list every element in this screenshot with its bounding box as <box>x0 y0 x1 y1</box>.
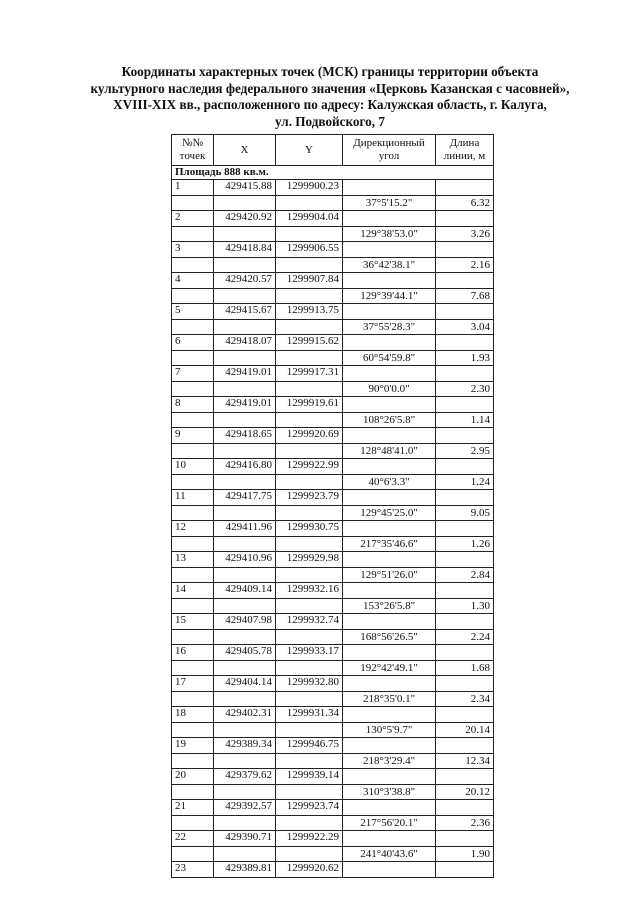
table-row-segment <box>172 722 494 738</box>
empty-cell <box>276 443 343 459</box>
point-number: 20 <box>172 769 214 785</box>
empty-cell <box>214 319 276 335</box>
segment-angle: 217°35'46.6" <box>343 536 436 552</box>
segment-angle: 90°0'0.0" <box>343 381 436 397</box>
empty-cell <box>172 722 214 738</box>
point-x: 429405.78 <box>214 645 276 661</box>
table-row-point <box>172 242 494 258</box>
point-number: 22 <box>172 831 214 847</box>
table-row-segment <box>172 412 494 428</box>
table-row-segment <box>172 660 494 676</box>
empty-cell <box>172 257 214 273</box>
segment-length: 7.68 <box>436 288 494 304</box>
segment-angle: 153°26'5.8" <box>343 598 436 614</box>
empty-cell <box>343 273 436 289</box>
empty-cell <box>276 784 343 800</box>
empty-cell <box>436 428 494 444</box>
segment-length: 9.05 <box>436 505 494 521</box>
point-y: 1299932.80 <box>276 676 343 692</box>
area-row <box>172 166 494 180</box>
segment-length: 1.24 <box>436 474 494 490</box>
empty-cell <box>343 366 436 382</box>
point-x: 429419.01 <box>214 366 276 382</box>
empty-cell <box>276 226 343 242</box>
empty-cell <box>436 645 494 661</box>
point-number: 1 <box>172 180 214 196</box>
header-point-number-line-2: точек <box>179 150 206 162</box>
segment-angle: 168°56'26.5" <box>343 629 436 645</box>
empty-cell <box>343 335 436 351</box>
point-number: 9 <box>172 428 214 444</box>
header-length <box>436 135 494 166</box>
empty-cell <box>214 443 276 459</box>
empty-cell <box>214 505 276 521</box>
point-y: 1299923.79 <box>276 490 343 506</box>
table-row-point <box>172 800 494 816</box>
empty-cell <box>343 862 436 878</box>
point-y: 1299933.17 <box>276 645 343 661</box>
empty-cell <box>436 211 494 227</box>
empty-cell <box>214 350 276 366</box>
empty-cell <box>276 350 343 366</box>
header-angle-line-2: угол <box>378 150 400 162</box>
empty-cell <box>276 381 343 397</box>
empty-cell <box>276 722 343 738</box>
empty-cell <box>172 753 214 769</box>
empty-cell <box>214 474 276 490</box>
empty-cell <box>214 660 276 676</box>
point-number: 19 <box>172 738 214 754</box>
empty-cell <box>214 412 276 428</box>
segment-length: 2.36 <box>436 815 494 831</box>
point-x: 429390.71 <box>214 831 276 847</box>
point-number: 13 <box>172 552 214 568</box>
segment-angle: 129°38'53.0" <box>343 226 436 242</box>
point-number: 23 <box>172 862 214 878</box>
point-x: 429419.01 <box>214 397 276 413</box>
title-line-2: культурного наследия федерального значения «Церковь Казанская с часовней», <box>90 80 570 96</box>
table-row-point <box>172 645 494 661</box>
point-x: 429410.96 <box>214 552 276 568</box>
empty-cell <box>343 738 436 754</box>
table-row-segment <box>172 257 494 273</box>
segment-angle: 310°3'38.8" <box>343 784 436 800</box>
empty-cell <box>436 738 494 754</box>
segment-length: 3.26 <box>436 226 494 242</box>
point-x: 429417.75 <box>214 490 276 506</box>
title-line-3: XVIII-XIX вв., расположенного по адресу: Калужская область, г. Калуга, <box>113 97 547 112</box>
area-label: Площадь 888 кв.м. <box>172 166 494 180</box>
table-row-segment <box>172 381 494 397</box>
empty-cell <box>172 660 214 676</box>
segment-length: 1.14 <box>436 412 494 428</box>
empty-cell <box>172 412 214 428</box>
segment-length: 3.04 <box>436 319 494 335</box>
empty-cell <box>276 598 343 614</box>
point-y: 1299906.55 <box>276 242 343 258</box>
segment-angle: 128°48'41.0" <box>343 443 436 459</box>
empty-cell <box>214 784 276 800</box>
empty-cell <box>214 629 276 645</box>
empty-cell <box>343 490 436 506</box>
point-number: 3 <box>172 242 214 258</box>
point-number: 6 <box>172 335 214 351</box>
segment-length: 20.12 <box>436 784 494 800</box>
table-row-point <box>172 521 494 537</box>
table-row-point <box>172 366 494 382</box>
empty-cell <box>172 195 214 211</box>
empty-cell <box>172 815 214 831</box>
segment-angle: 108°26'5.8" <box>343 412 436 428</box>
segment-length: 1.68 <box>436 660 494 676</box>
empty-cell <box>172 443 214 459</box>
point-x: 429415.88 <box>214 180 276 196</box>
empty-cell <box>276 195 343 211</box>
header-x: X <box>214 135 276 166</box>
empty-cell <box>343 614 436 630</box>
point-y: 1299920.62 <box>276 862 343 878</box>
point-x: 429402.31 <box>214 707 276 723</box>
empty-cell <box>172 350 214 366</box>
table-row-point <box>172 614 494 630</box>
segment-length: 12.34 <box>436 753 494 769</box>
table-row-segment <box>172 536 494 552</box>
table-row-point <box>172 552 494 568</box>
empty-cell <box>276 753 343 769</box>
point-x: 429418.65 <box>214 428 276 444</box>
table-row-segment <box>172 443 494 459</box>
empty-cell <box>276 691 343 707</box>
table-row-point <box>172 862 494 878</box>
empty-cell <box>214 195 276 211</box>
point-number: 2 <box>172 211 214 227</box>
point-number: 5 <box>172 304 214 320</box>
point-number: 18 <box>172 707 214 723</box>
table-row-segment <box>172 598 494 614</box>
point-y: 1299907.84 <box>276 273 343 289</box>
table-row-point <box>172 583 494 599</box>
point-y: 1299931.34 <box>276 707 343 723</box>
empty-cell <box>436 862 494 878</box>
point-x: 429389.81 <box>214 862 276 878</box>
table-row-point <box>172 707 494 723</box>
point-x: 429389.34 <box>214 738 276 754</box>
empty-cell <box>172 505 214 521</box>
segment-angle: 129°51'26.0" <box>343 567 436 583</box>
table-row-segment <box>172 567 494 583</box>
table-row-segment <box>172 629 494 645</box>
segment-angle: 217°56'20.1" <box>343 815 436 831</box>
table-row-point <box>172 676 494 692</box>
table-row-point <box>172 738 494 754</box>
point-x: 429404.14 <box>214 676 276 692</box>
point-x: 429420.92 <box>214 211 276 227</box>
segment-angle: 192°42'49.1" <box>343 660 436 676</box>
table-row-point <box>172 769 494 785</box>
empty-cell <box>343 831 436 847</box>
empty-cell <box>436 459 494 475</box>
empty-cell <box>343 397 436 413</box>
point-y: 1299939.14 <box>276 769 343 785</box>
segment-angle: 40°6'3.3" <box>343 474 436 490</box>
empty-cell <box>276 319 343 335</box>
header-y: Y <box>276 135 343 166</box>
empty-cell <box>343 707 436 723</box>
empty-cell <box>172 691 214 707</box>
empty-cell <box>436 242 494 258</box>
empty-cell <box>436 552 494 568</box>
empty-cell <box>436 521 494 537</box>
empty-cell <box>276 288 343 304</box>
point-y: 1299923.74 <box>276 800 343 816</box>
empty-cell <box>343 583 436 599</box>
empty-cell <box>172 784 214 800</box>
point-y: 1299919.61 <box>276 397 343 413</box>
segment-length: 2.16 <box>436 257 494 273</box>
point-y: 1299913.75 <box>276 304 343 320</box>
segment-length: 1.90 <box>436 846 494 862</box>
empty-cell <box>436 273 494 289</box>
point-number: 8 <box>172 397 214 413</box>
segment-angle: 37°5'15.2" <box>343 195 436 211</box>
empty-cell <box>436 583 494 599</box>
empty-cell <box>276 567 343 583</box>
point-y: 1299915.62 <box>276 335 343 351</box>
point-y: 1299917.31 <box>276 366 343 382</box>
title-line-4: ул. Подвойского, 7 <box>275 113 385 129</box>
empty-cell <box>343 428 436 444</box>
header-angle <box>343 135 436 166</box>
empty-cell <box>172 288 214 304</box>
empty-cell <box>276 846 343 862</box>
table-row-segment <box>172 474 494 490</box>
empty-cell <box>214 288 276 304</box>
empty-cell <box>343 676 436 692</box>
empty-cell <box>214 226 276 242</box>
table-row-segment <box>172 784 494 800</box>
point-x: 429416.80 <box>214 459 276 475</box>
point-x: 429411.96 <box>214 521 276 537</box>
empty-cell <box>214 753 276 769</box>
empty-cell <box>436 800 494 816</box>
segment-length: 6.32 <box>436 195 494 211</box>
point-number: 10 <box>172 459 214 475</box>
table-row-segment <box>172 226 494 242</box>
segment-angle: 218°35'0.1" <box>343 691 436 707</box>
table-row-segment <box>172 846 494 862</box>
coordinates-table <box>171 134 494 878</box>
point-x: 429418.07 <box>214 335 276 351</box>
empty-cell <box>436 769 494 785</box>
empty-cell <box>276 474 343 490</box>
title-line-1: Координаты характерных точек (МСК) границы территории объекта <box>121 64 539 79</box>
empty-cell <box>214 536 276 552</box>
empty-cell <box>343 459 436 475</box>
point-y: 1299929.98 <box>276 552 343 568</box>
empty-cell <box>276 536 343 552</box>
segment-angle: 129°45'25.0" <box>343 505 436 521</box>
empty-cell <box>436 707 494 723</box>
segment-length: 20.14 <box>436 722 494 738</box>
empty-cell <box>172 226 214 242</box>
segment-length: 2.24 <box>436 629 494 645</box>
segment-length: 1.93 <box>436 350 494 366</box>
empty-cell <box>343 304 436 320</box>
empty-cell <box>436 366 494 382</box>
segment-angle: 241°40'43.6" <box>343 846 436 862</box>
segment-angle: 36°42'38.1" <box>343 257 436 273</box>
table-row-segment <box>172 350 494 366</box>
empty-cell <box>214 257 276 273</box>
table-row-point <box>172 304 494 320</box>
segment-angle: 130°5'9.7" <box>343 722 436 738</box>
empty-cell <box>343 242 436 258</box>
empty-cell <box>214 567 276 583</box>
empty-cell <box>276 815 343 831</box>
empty-cell <box>436 335 494 351</box>
table-row-segment <box>172 195 494 211</box>
point-y: 1299946.75 <box>276 738 343 754</box>
empty-cell <box>343 800 436 816</box>
empty-cell <box>172 474 214 490</box>
table-row-point <box>172 273 494 289</box>
empty-cell <box>436 614 494 630</box>
point-number: 12 <box>172 521 214 537</box>
empty-cell <box>343 521 436 537</box>
empty-cell <box>172 536 214 552</box>
point-x: 429392.57 <box>214 800 276 816</box>
empty-cell <box>172 629 214 645</box>
empty-cell <box>214 815 276 831</box>
header-angle-line-1: Дирекционный <box>353 137 425 149</box>
point-x: 429420.57 <box>214 273 276 289</box>
empty-cell <box>436 304 494 320</box>
table-row-point <box>172 459 494 475</box>
point-number: 15 <box>172 614 214 630</box>
header-length-line-1: Длина <box>449 137 480 149</box>
empty-cell <box>214 381 276 397</box>
point-y: 1299932.16 <box>276 583 343 599</box>
header-point-number-line-1: №№ <box>182 137 203 149</box>
point-y: 1299920.69 <box>276 428 343 444</box>
point-number: 14 <box>172 583 214 599</box>
point-x: 429409.14 <box>214 583 276 599</box>
empty-cell <box>343 769 436 785</box>
segment-angle: 37°55'28.3" <box>343 319 436 335</box>
empty-cell <box>172 846 214 862</box>
table-row-segment <box>172 319 494 335</box>
table-row-segment <box>172 691 494 707</box>
segment-length: 2.30 <box>436 381 494 397</box>
table-row-point <box>172 397 494 413</box>
empty-cell <box>214 846 276 862</box>
table-row-segment <box>172 753 494 769</box>
table-row-point <box>172 335 494 351</box>
empty-cell <box>276 660 343 676</box>
empty-cell <box>436 397 494 413</box>
empty-cell <box>436 676 494 692</box>
empty-cell <box>172 319 214 335</box>
point-y: 1299900.23 <box>276 180 343 196</box>
table-row-segment <box>172 288 494 304</box>
table-row-point <box>172 831 494 847</box>
table-header-row <box>172 135 494 166</box>
empty-cell <box>276 412 343 428</box>
empty-cell <box>343 552 436 568</box>
empty-cell <box>436 490 494 506</box>
point-number: 17 <box>172 676 214 692</box>
point-y: 1299904.04 <box>276 211 343 227</box>
empty-cell <box>276 629 343 645</box>
empty-cell <box>172 381 214 397</box>
table-body <box>172 166 494 878</box>
point-y: 1299932.74 <box>276 614 343 630</box>
point-number: 4 <box>172 273 214 289</box>
table-row-segment <box>172 505 494 521</box>
point-y: 1299922.99 <box>276 459 343 475</box>
point-y: 1299930.75 <box>276 521 343 537</box>
empty-cell <box>276 505 343 521</box>
table-row-point <box>172 211 494 227</box>
point-x: 429379.62 <box>214 769 276 785</box>
table-row-point <box>172 490 494 506</box>
empty-cell <box>214 691 276 707</box>
point-number: 16 <box>172 645 214 661</box>
point-x: 429415.67 <box>214 304 276 320</box>
empty-cell <box>172 567 214 583</box>
empty-cell <box>172 598 214 614</box>
point-y: 1299922.29 <box>276 831 343 847</box>
empty-cell <box>214 722 276 738</box>
empty-cell <box>343 211 436 227</box>
segment-angle: 129°39'44.1" <box>343 288 436 304</box>
segment-length: 2.95 <box>436 443 494 459</box>
table-row-segment <box>172 815 494 831</box>
segment-length: 1.26 <box>436 536 494 552</box>
point-x: 429418.84 <box>214 242 276 258</box>
empty-cell <box>436 180 494 196</box>
point-number: 11 <box>172 490 214 506</box>
segment-length: 1.30 <box>436 598 494 614</box>
point-x: 429407.98 <box>214 614 276 630</box>
empty-cell <box>276 257 343 273</box>
empty-cell <box>343 645 436 661</box>
point-number: 21 <box>172 800 214 816</box>
table-row-point <box>172 428 494 444</box>
segment-length: 2.84 <box>436 567 494 583</box>
header-point-number <box>172 135 214 166</box>
table-row-point <box>172 180 494 196</box>
document-title <box>60 64 600 130</box>
header-length-line-2: линии, м <box>443 150 486 162</box>
segment-angle: 218°3'29.4" <box>343 753 436 769</box>
segment-length: 2.34 <box>436 691 494 707</box>
empty-cell <box>343 180 436 196</box>
segment-angle: 60°54'59.8" <box>343 350 436 366</box>
point-number: 7 <box>172 366 214 382</box>
empty-cell <box>214 598 276 614</box>
empty-cell <box>436 831 494 847</box>
